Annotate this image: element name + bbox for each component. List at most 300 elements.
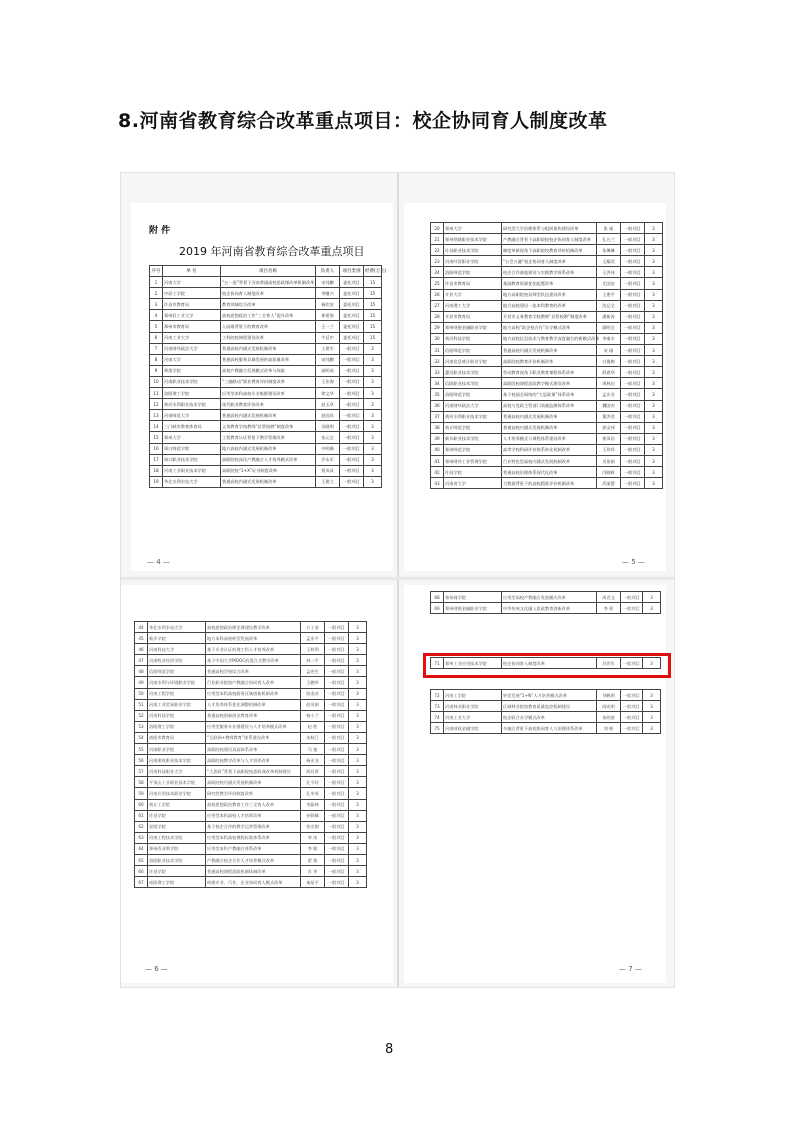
table-cell: 产教融合校企合作人才培养模式改革 [206, 854, 301, 865]
table-cell: 一般项目 [340, 432, 364, 443]
table-cell: 河南工业大学 [444, 712, 502, 723]
table-cell: 3 [645, 223, 663, 234]
table-cell: 王耀武 [597, 256, 621, 267]
table-cell: 55 [135, 744, 148, 755]
table-cell: 普通高校课程思政机制体制改革 [206, 866, 301, 877]
table-cell: 3 [645, 356, 663, 367]
table-row [150, 476, 382, 487]
table-cell: 3 [364, 354, 382, 365]
table-cell: 一般项目 [621, 411, 645, 422]
table-row [135, 832, 367, 843]
table-cell: 3 [349, 766, 367, 777]
table-cell: 刘 彬 [597, 723, 621, 734]
table-cell: 郑州市教育局 [163, 321, 221, 332]
table-cell: 3 [349, 832, 367, 843]
table-cell: 南阳市教育局 [148, 732, 206, 743]
page-footer: — 4 — [147, 558, 170, 566]
table-row [150, 288, 382, 299]
table-cell: 3 [150, 299, 163, 310]
table-cell: 49 [135, 677, 148, 688]
table-row [150, 354, 382, 365]
table-cell: 河南应用技术职业学院 [148, 788, 206, 799]
table-cell: 河南大学 [163, 277, 221, 288]
table-cell: 河南工程学院 [148, 688, 206, 699]
table-cell: 33 [431, 367, 444, 378]
table-row [135, 866, 367, 877]
table-cell: 普通高校内涵式发展机制改革 [502, 422, 597, 433]
table-cell: 3 [349, 655, 367, 666]
table-cell: 3 [364, 343, 382, 354]
table-cell: 李 冰 [301, 832, 325, 843]
project-table-4b [430, 689, 661, 734]
table-cell: 一般项目 [325, 799, 349, 810]
table-row [135, 854, 367, 865]
table-cell: 洛阳理工学院 [148, 721, 206, 732]
table-cell: 一般项目 [340, 354, 364, 365]
table-cell: 河南牧业经济学院 [148, 655, 206, 666]
table-cell: 张元宝 [316, 432, 340, 443]
table-cell: 3 [643, 592, 661, 603]
table-cell: 一般项目 [325, 744, 349, 755]
table-row [150, 277, 382, 288]
table-cell: 45 [135, 633, 148, 644]
column-header: 经费(万元) [364, 266, 382, 277]
table-cell: 18 [150, 465, 163, 476]
table-cell: 一般项目 [621, 422, 645, 433]
table-cell: 3 [349, 732, 367, 743]
table-cell: 一般项目 [621, 389, 645, 400]
table-cell: 王珍珍 [597, 444, 621, 455]
table-row [431, 245, 663, 256]
table-cell: 一般项目 [340, 410, 364, 421]
table-cell: 38 [431, 422, 444, 433]
table-cell: 郑州师范学院 [444, 444, 502, 455]
table-row [431, 234, 663, 245]
table-cell: 应用型本科高校人才培养改革 [206, 810, 301, 821]
table-cell: 阎宪明 [597, 701, 621, 712]
table-cell: 普通高校学校综合改革 [206, 666, 301, 677]
table-cell: 46 [135, 644, 148, 655]
table-cell: 一般项目 [325, 732, 349, 743]
table-cell: 3 [645, 411, 663, 422]
table-cell: 孟宪生 [301, 666, 325, 677]
table-cell: 孔令玲 [301, 777, 325, 788]
table-row [431, 345, 663, 356]
table-cell: 9 [150, 365, 163, 376]
table-cell: 16 [150, 443, 163, 454]
table-cell: 39 [431, 433, 444, 444]
table-row [431, 300, 663, 311]
table-cell: 20 [431, 223, 444, 234]
table-cell: 3 [645, 422, 663, 433]
table-cell: 河南经贸职业学院 [444, 256, 502, 267]
table-cell: 河南工业大学 [163, 332, 221, 343]
table-cell: 商丘师范学院 [444, 422, 502, 433]
table-cell: 普通高校服务县域发展的高质量改革 [221, 354, 316, 365]
page-7 [404, 585, 666, 983]
table-cell: 河南职业技术学院 [163, 376, 221, 387]
table-cell: 3 [364, 454, 382, 465]
table-cell: 一般项目 [621, 603, 643, 614]
table-cell: 许昌学院 [148, 866, 206, 877]
table-cell: 人才培养体系优化调整机制改革 [206, 699, 301, 710]
table-cell: 3 [364, 476, 382, 487]
table-cell: 一般项目 [340, 343, 364, 354]
table-cell: 13 [150, 410, 163, 421]
table-row [431, 400, 663, 411]
table-cell: 尤国安 [597, 278, 621, 289]
table-cell: 高等学校科研评价体系转化机制改革 [502, 444, 597, 455]
table-cell: 一般项目 [621, 345, 645, 356]
table-row [150, 343, 382, 354]
table-cell: 67 [135, 877, 148, 888]
table-cell: 3 [349, 666, 367, 677]
table-cell: 23 [431, 256, 444, 267]
table-cell: 应用型高校产教融合发展模式改革 [502, 592, 597, 603]
table-row [150, 421, 382, 432]
table-cell: 黄淮学院 [163, 365, 221, 376]
table-cell: 一般项目 [325, 666, 349, 677]
table-cell: 高职院校教学改革与人才培养改革 [206, 755, 301, 766]
table-cell: 25 [431, 278, 444, 289]
table-cell: 黄河水利职业技术学院 [163, 399, 221, 410]
table-cell: 中原工学院 [163, 288, 221, 299]
table-row [431, 378, 663, 389]
table-cell: 赵凤娟 [301, 699, 325, 710]
table-cell: 潘新涛 [597, 311, 621, 322]
table-cell: 42 [431, 467, 444, 478]
table-row [431, 322, 663, 333]
table-row [431, 433, 663, 444]
table-cell: 一般项目 [621, 592, 643, 603]
table-cell: 3 [364, 432, 382, 443]
table-cell: 一般项目 [621, 223, 645, 234]
table-row [150, 454, 382, 465]
page-footer: — 6 — [145, 965, 168, 973]
table-cell: 行业职业院校产教融合协同育人改革 [206, 677, 301, 688]
table-cell: 孙铁峰 [301, 810, 325, 821]
table-cell: 11 [150, 388, 163, 399]
table-cell: 吴景娟 [597, 455, 621, 466]
table-cell: 7 [150, 343, 163, 354]
table-cell: 翟 翔 [301, 854, 325, 865]
table-cell: 郭文伟 [597, 422, 621, 433]
table-row [431, 723, 661, 734]
table-cell: 普通高校内涵式发展机制改革 [221, 410, 316, 421]
table-row [431, 701, 661, 712]
table-cell: 3 [643, 603, 661, 614]
column-header: 负责人 [316, 266, 340, 277]
table-cell: 廖明全 [597, 322, 621, 333]
table-cell: 劳动教育视角下职业教育课程体系改革 [502, 367, 597, 378]
table-cell: 19 [150, 476, 163, 487]
table-cell: 2 [150, 288, 163, 299]
table-cell: 一般项目 [325, 832, 349, 843]
document-title: 2019 年河南省教育综合改革重点项目 [179, 245, 365, 258]
table-cell: 56 [135, 755, 148, 766]
table-cell: 一般项目 [621, 367, 645, 378]
table-cell: 河南工业职业技术学院 [163, 465, 221, 476]
table-cell: 3 [645, 389, 663, 400]
table-cell: 一般项目 [621, 478, 645, 489]
table-cell: 周林启 [597, 378, 621, 389]
table-cell: 研究型大学治理体系与组织架构建设改革 [502, 223, 597, 234]
table-cell: 郑州铁路职业技术学院 [444, 234, 502, 245]
table-cell: 3 [645, 467, 663, 478]
table-cell: 李继兴 [316, 288, 340, 299]
table-cell: 华北水利水电大学 [148, 622, 206, 633]
table-cell: 郑州商学院 [444, 592, 502, 603]
table-cell: 贾凤成 [316, 465, 340, 476]
table-cell: 安阳学院 [148, 821, 206, 832]
table-cell: 徐文华 [316, 388, 340, 399]
table-cell: 开封市教育局 [444, 311, 502, 322]
table-cell: 3 [645, 267, 663, 278]
table-cell: 一般项目 [340, 476, 364, 487]
table-cell: 地方高职院校双师型队伍建设改革 [502, 289, 597, 300]
table-cell: 一般项目 [621, 444, 645, 455]
table-cell: 河南建筑职业技术学院 [148, 755, 206, 766]
table-cell: 信阳师范学院 [444, 345, 502, 356]
table-cell: 河南财政金融学院 [444, 723, 502, 734]
column-header: 序号 [150, 266, 163, 277]
table-cell: 河南水利与环境职业学院 [148, 677, 206, 688]
table-cell: 3 [349, 721, 367, 732]
table-row [150, 321, 382, 332]
table-cell: 一般项目 [621, 400, 645, 411]
table-cell: 高职院校教育评价机制改革 [502, 356, 597, 367]
table-cell: 黄河水利职业技术学院 [444, 411, 502, 422]
page-6 [121, 585, 393, 983]
table-cell: 多融合背景下高校协同育人与治理体系改革 [502, 723, 597, 734]
table-cell: 3 [645, 444, 663, 455]
table-cell: 一般项目 [325, 755, 349, 766]
table-cell: 一般项目 [325, 622, 349, 633]
table-cell: 地方高校建设一流本科教育的改革 [502, 300, 597, 311]
table-cell: 董洪君 [597, 411, 621, 422]
table-cell: 张琳琳 [597, 245, 621, 256]
table-cell: 3 [643, 712, 661, 723]
table-cell: 刘鹤明 [597, 690, 621, 701]
table-row [431, 223, 663, 234]
table-cell: 郑州大学 [163, 432, 221, 443]
table-row [135, 810, 367, 821]
table-cell: 陈金武 [301, 688, 325, 699]
table-cell: 薛春华 [597, 367, 621, 378]
table-cell: 构建专业、行业、企业协同育人模式改革 [206, 877, 301, 888]
table-cell: 张宗娟 [301, 821, 325, 832]
table-cell: 3 [643, 723, 661, 734]
table-cell: 普通高校内涵式发展机制改革 [221, 343, 316, 354]
table-cell: 许昌学院 [444, 467, 502, 478]
table-row [135, 821, 367, 832]
page-4 [131, 203, 393, 571]
table-cell: 41 [431, 455, 444, 466]
table-cell: 61 [135, 810, 148, 821]
table-cell: 委托项目 [340, 332, 364, 343]
table-row [150, 443, 382, 454]
table-cell: 高职院校建设双高体系改革 [206, 744, 301, 755]
table-cell: 3 [349, 688, 367, 699]
table-cell: 周口师范学院 [163, 443, 221, 454]
table-cell: 孟庆芳 [597, 389, 621, 400]
table-cell: 高职院校内涵式发展机制改革 [206, 777, 301, 788]
page-5 [404, 203, 666, 571]
table-cell: 一般项目 [621, 658, 643, 669]
table-cell: 河南大学 [163, 354, 221, 365]
table-row [135, 710, 367, 721]
table-cell: 一般项目 [621, 234, 645, 245]
table-cell: 闫晓辉 [597, 467, 621, 478]
table-row [135, 777, 367, 788]
table-cell: 3 [349, 633, 367, 644]
table-cell: 3 [349, 622, 367, 633]
table-cell: 李 敏 [301, 843, 325, 854]
table-cell: 河南工业贸易职业学院 [148, 699, 206, 710]
table-cell: 22 [431, 245, 444, 256]
table-cell: “大思政”背景下高职院校思政课改革机制建设 [206, 766, 301, 777]
table-cell: 一般项目 [325, 710, 349, 721]
table-cell: 委托项目 [340, 277, 364, 288]
table-cell: 一般项目 [621, 300, 645, 311]
table-cell: 普通高校内涵式发展机制改革 [221, 476, 316, 487]
table-row [150, 310, 382, 321]
table-cell: 崔凤岩 [597, 433, 621, 444]
table-cell: 漯河职业技术学院 [444, 367, 502, 378]
table-cell: 郑州工业应用技术学院 [444, 658, 502, 669]
table-cell: 工程教育认证背景下教学管理改革 [221, 432, 316, 443]
table-row [150, 332, 382, 343]
table-cell: 马 骏 [301, 744, 325, 755]
table-cell: 3 [349, 755, 367, 766]
table-cell: 乔永军 [316, 454, 340, 465]
table-cell: 信阳师范学院 [148, 666, 206, 677]
table-cell: 3 [645, 378, 663, 389]
table-cell: 30 [431, 333, 444, 344]
table-cell: 一般项目 [621, 333, 645, 344]
table-cell: 校企协同育人制度改革 [502, 658, 597, 669]
table-cell: 3 [645, 478, 663, 489]
table-cell: 一般项目 [340, 454, 364, 465]
table-cell: 应用型服务专业群建设与人才培养模式改革 [206, 721, 301, 732]
table-cell: 37 [431, 411, 444, 422]
page-number: 8 [385, 1042, 394, 1057]
table-header-row [150, 266, 382, 277]
table-cell: 53 [135, 721, 148, 732]
table-row [431, 289, 663, 300]
table-cell: 3 [645, 300, 663, 311]
table-cell: 郑州财税金融职业学院 [444, 322, 502, 333]
table-cell: 34 [431, 378, 444, 389]
table-cell: 沈记全 [597, 300, 621, 311]
table-cell: 15 [364, 321, 382, 332]
table-cell: 一般项目 [325, 866, 349, 877]
table-cell: 一般项目 [621, 455, 645, 466]
table-row [135, 744, 367, 755]
table-cell: 牛廷中 [316, 332, 340, 343]
table-row [431, 603, 661, 614]
highlight-box [423, 653, 671, 678]
table-cell: 58 [135, 777, 148, 788]
table-cell: 周口职业技术学院 [163, 454, 221, 465]
table-cell: 3 [349, 699, 367, 710]
table-cell: 人才培养模式与课程体系建设改革 [502, 433, 597, 444]
table-row [431, 278, 663, 289]
table-row [135, 732, 367, 743]
table-cell: 3 [349, 843, 367, 854]
column-header: 项目名称 [221, 266, 316, 277]
table-row [135, 622, 367, 633]
table-cell: 3 [349, 810, 367, 821]
table-cell: 制度革新视角下高职院校教育评价机制改革 [502, 245, 597, 256]
table-cell: 开封大学 [444, 289, 502, 300]
table-cell: 朱明波 [597, 712, 621, 723]
table-cell: 孟亚平 [301, 633, 325, 644]
table-row [135, 633, 367, 644]
table-cell: 现代职业教育评价改革 [221, 399, 316, 410]
table-cell: 洛阳理工学院 [163, 388, 221, 399]
table-cell: 崔建海 [316, 310, 340, 321]
table-row [431, 478, 663, 489]
table-row [135, 755, 367, 766]
project-table-4a [430, 591, 661, 614]
table-row [150, 299, 382, 310]
table-cell: 转型发展“1+N”人才培养模式改革 [502, 690, 597, 701]
table-cell: 3 [643, 658, 661, 669]
table-cell: 一般项目 [340, 399, 364, 410]
table-cell: 郑州西亚斯学院 [148, 843, 206, 854]
table-cell: 河南信息统计职业学院 [444, 356, 502, 367]
table-cell: 3 [364, 465, 382, 476]
table-cell: 3 [364, 365, 382, 376]
table-cell: 一般项目 [621, 311, 645, 322]
table-cell: 基于专业认证的理工科人才培养改革 [206, 644, 301, 655]
table-cell: 宋纯鹏 [316, 354, 340, 365]
table-cell: 新乡职业技术学院 [444, 433, 502, 444]
page-heading: 8.河南省教育综合改革重点项目：校企协同育人制度改革 [118, 110, 608, 132]
table-cell: 一般项目 [325, 810, 349, 821]
table-cell: 3 [645, 367, 663, 378]
table-cell: 洛阳师范学院 [444, 389, 502, 400]
table-cell: 一般项目 [621, 467, 645, 478]
table-cell: 工科院校课程建设改革 [221, 332, 316, 343]
table-cell: 研究性教学评价制度改革 [206, 788, 301, 799]
table-cell: 一般项目 [325, 688, 349, 699]
table-cell: 一般项目 [325, 777, 349, 788]
table-cell: 15 [150, 432, 163, 443]
table-cell: 许昌市教育局 [444, 278, 502, 289]
table-cell: 3 [645, 311, 663, 322]
table-cell: 43 [431, 478, 444, 489]
table-cell: 27 [431, 300, 444, 311]
table-cell: 一般项目 [325, 877, 349, 888]
table-cell: 3 [349, 644, 367, 655]
table-cell: 郑州大学 [444, 223, 502, 234]
table-cell: 高校思想政治教育工作三全育人改革 [206, 799, 301, 810]
table-cell: 基础教育资源优化配置改革 [502, 278, 597, 289]
table-cell: 31 [431, 345, 444, 356]
table-cell: 50 [135, 688, 148, 699]
table-cell: 高职院校课程思政教学模式建设改革 [502, 378, 597, 389]
table-cell: 吴晓明 [316, 421, 340, 432]
table-cell: 一般项目 [340, 376, 364, 387]
table-cell: 3 [349, 744, 367, 755]
table-row [431, 256, 663, 267]
table-cell: 白俊梅 [597, 356, 621, 367]
table-cell: 信阳职业技术学院 [444, 378, 502, 389]
table-cell: 张 威 [597, 223, 621, 234]
table-cell: 一般项目 [621, 712, 643, 723]
